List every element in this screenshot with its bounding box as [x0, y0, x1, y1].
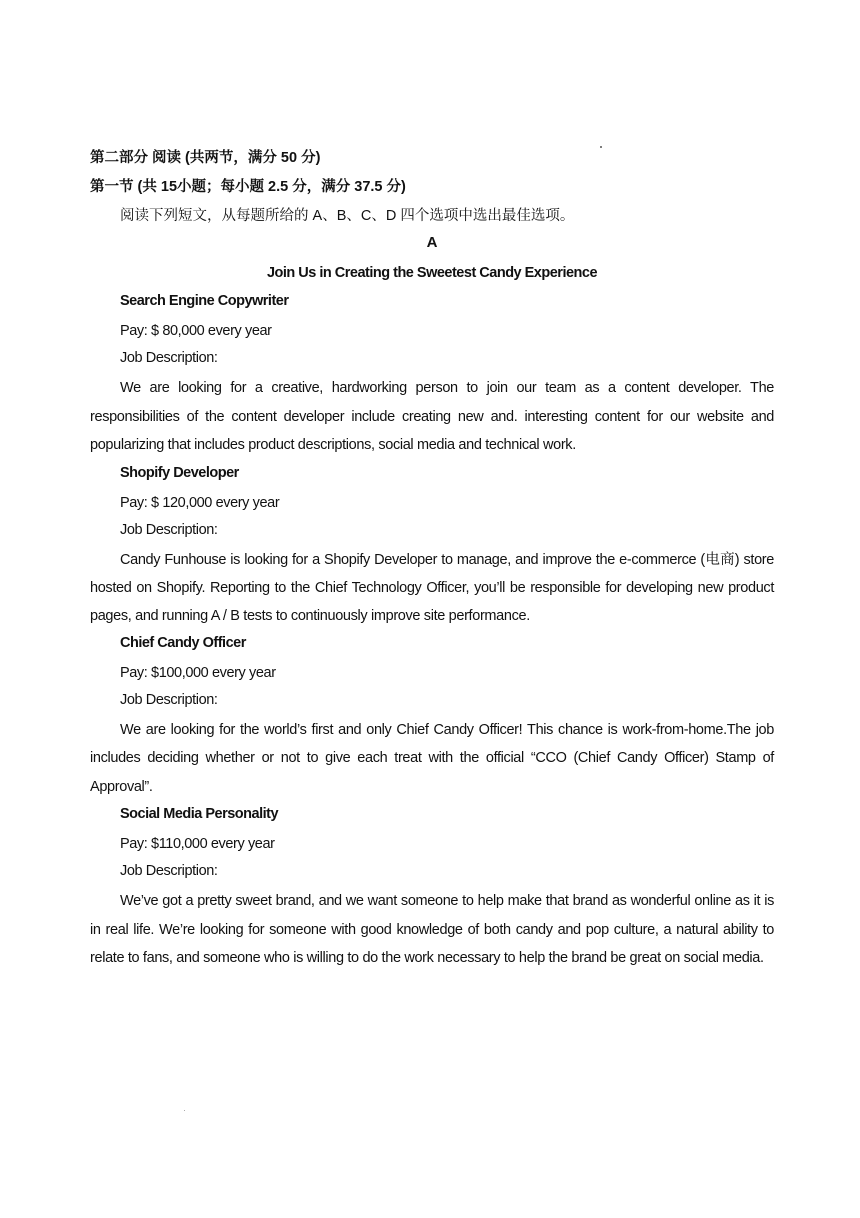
job-title: Chief Candy Officer [120, 634, 246, 651]
job-listing [90, 803, 774, 973]
job-pay: Pay: $110,000 every year [120, 836, 275, 852]
job-listing [90, 290, 774, 460]
job-description: We are looking for a creative, hardworking person to join our team as a content developer. The responsibilities of the content developer include creating new and. interesting content for our website and popularizing that includes product descriptions, social media and technical work. [90, 380, 774, 453]
job-pay: Pay: $ 80,000 every year [120, 323, 272, 339]
job-listing [90, 632, 774, 802]
job-title: Search Engine Copywriter [120, 293, 289, 309]
exam-page [90, 148, 774, 975]
passage-letter: A [426, 234, 438, 251]
job-description: We’ve got a pretty sweet brand, and we want someone to help make that brand as wonderful online as it is in real life. We’re looking for someone with good knowledge of both candy and pop culture, a natural ability to relate to fans, and someone who is willing to do the work necessary to help the brand be great on social media. [90, 893, 774, 966]
section-heading: 第一节 (共 15小题；每小题 2.5 分，满分 37.5 分) [90, 179, 406, 195]
part-heading: 第二部分 阅读 (共两节，满分 50 分) [90, 150, 321, 166]
job-description-label: Job Description: [120, 350, 218, 366]
job-description: Candy Funhouse is looking for a Shopify Developer to manage, and improve the e-commerce (电商) store hosted on Shopify. Reporting to the Chief Technology Officer, you’ll be responsible for developing new product pages, and running A / B tests to continuously improve site performance. [90, 551, 774, 624]
job-description-label: Job Description: [120, 863, 218, 879]
job-title: Social Media Personality [120, 806, 279, 822]
job-description-label: Job Description: [120, 521, 218, 538]
job-listing [90, 462, 774, 630]
job-title: Shopify Developer [120, 464, 239, 481]
instruction-text: 阅读下列短文，从每题所给的 A、B、C、D 四个选项中选出最佳选项。 [120, 208, 575, 224]
job-description-label: Job Description: [120, 691, 218, 708]
passage-title: Join Us in Creating the Sweetest Candy Experience [266, 265, 598, 281]
scan-dot [184, 1110, 185, 1111]
job-pay: Pay: $ 120,000 every year [120, 494, 280, 511]
job-description: We are looking for the world’s first and only Chief Candy Officer! This chance is work-from-home.The job includes deciding whether or not to give each treat with the official “CCO (Chief Candy Officer) Stamp of Approval”. [90, 721, 774, 795]
job-pay: Pay: $100,000 every year [120, 664, 276, 681]
